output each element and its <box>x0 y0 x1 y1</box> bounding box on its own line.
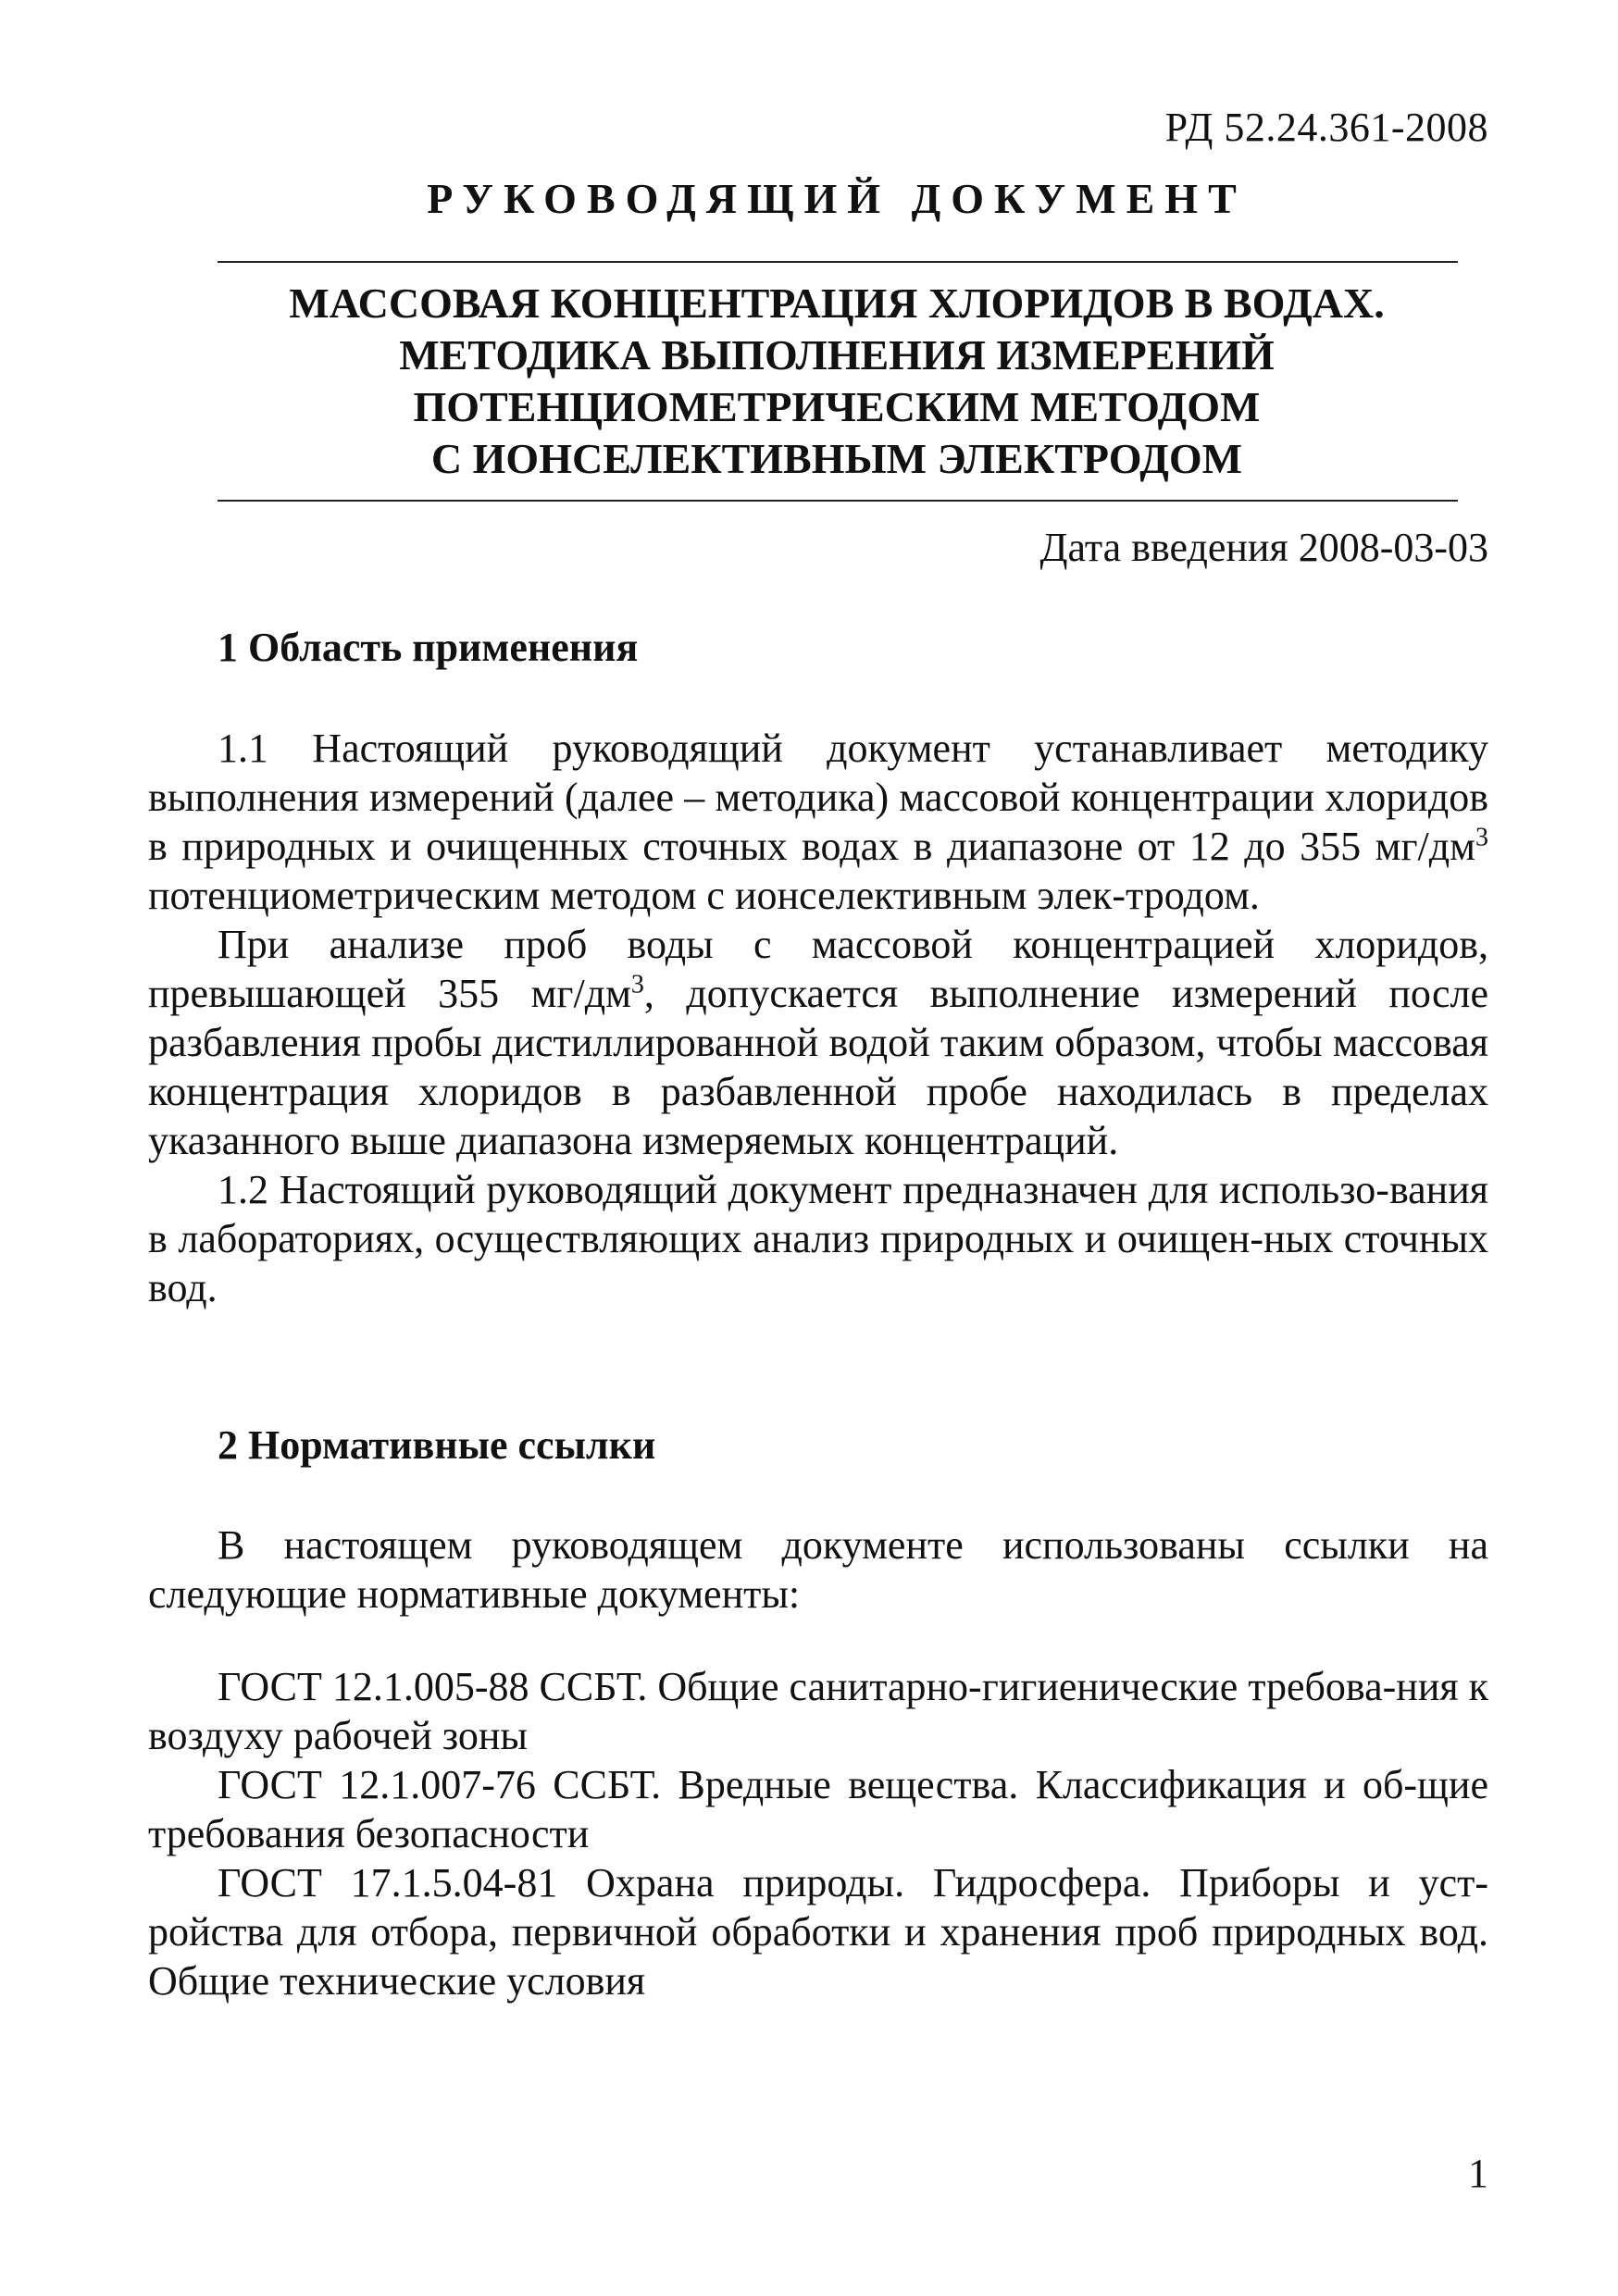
title-rule-top <box>218 261 1458 263</box>
references-intro: В настоящем руководящем документе использованы ссылки на следующие нормативные документы: <box>148 1522 1488 1617</box>
title-line-2: МЕТОДИКА ВЫПОЛНЕНИЯ ИЗМЕРЕНИЙ <box>399 331 1275 379</box>
paragraph-1-2: 1.2 Настоящий руководящий документ предназначен для использо-вания в лабораториях, осуществляющих анализ природных и очищен-ных сточных вод. <box>148 1167 1488 1310</box>
section-2-intro <box>148 1520 1488 1619</box>
paragraph-1-1: 1.1 Настоящий руководящий документ устанавливает методику выполнения измерений (далее – методика) массовой концентрации хлоридов в природных и очищенных сточных водах в диапазоне от 12 до 355 $мг/дм^3$ потенциометрическим методом с ионселективным элек-тродом. <box>148 726 1488 918</box>
superscript: 3 <box>1475 823 1488 852</box>
page-number: 1 <box>1468 2151 1488 2196</box>
section-1-body <box>148 724 1488 1312</box>
superscript: 3 <box>630 970 644 999</box>
section-2-heading: 2 Нормативные ссылки <box>218 1422 656 1468</box>
reference-item: ГОСТ 12.1.007-76 ССБТ. Вредные вещества. Классификация и об-щие требования безопасности <box>148 1762 1488 1856</box>
reference-item: ГОСТ 12.1.005-88 ССБТ. Общие санитарно-гигиенические требова-ния к воздуху рабочей зоны <box>148 1664 1489 1758</box>
references-list <box>148 1662 1488 2005</box>
paragraph-dilution: При анализе проб воды с массовой концентрацией хлоридов, превышающей 355 $мг/дм^3$, допускается выполнение измерений после разбавления пробы дистиллированной водой таким образом, чтобы массовая концентрация хлоридов в разбавленной пробе находилась в пределах указанного выше диапазона измеряемых концентраций. <box>148 922 1488 1163</box>
document-type-heading: РУКОВОДЯЩИЙ ДОКУМЕНТ <box>427 175 1247 222</box>
document-code: РД 52.24.361-2008 <box>1164 105 1488 150</box>
title-line-3: ПОТЕНЦИОМЕТРИЧЕСКИМ МЕТОДОМ <box>413 383 1261 430</box>
title-line-4: С ИОНСЕЛЕКТИВНЫМ ЭЛЕКТРОДОМ <box>430 435 1243 482</box>
introduction-date: Дата введения 2008-03-03 <box>1039 525 1488 570</box>
title-line-1: МАССОВАЯ КОНЦЕНТРАЦИЯ ХЛОРИДОВ В ВОДАХ. <box>289 279 1385 327</box>
document-title <box>0 278 1618 485</box>
title-rule-bottom <box>218 500 1458 502</box>
section-1-heading: 1 Область применения <box>218 625 639 670</box>
reference-item: ГОСТ 17.1.5.04-81 Охрана природы. Гидросфера. Приборы и уст-ройства для отбора, первичной обработки и хранения проб природных вод. Общие технические условия <box>148 1860 1488 2004</box>
